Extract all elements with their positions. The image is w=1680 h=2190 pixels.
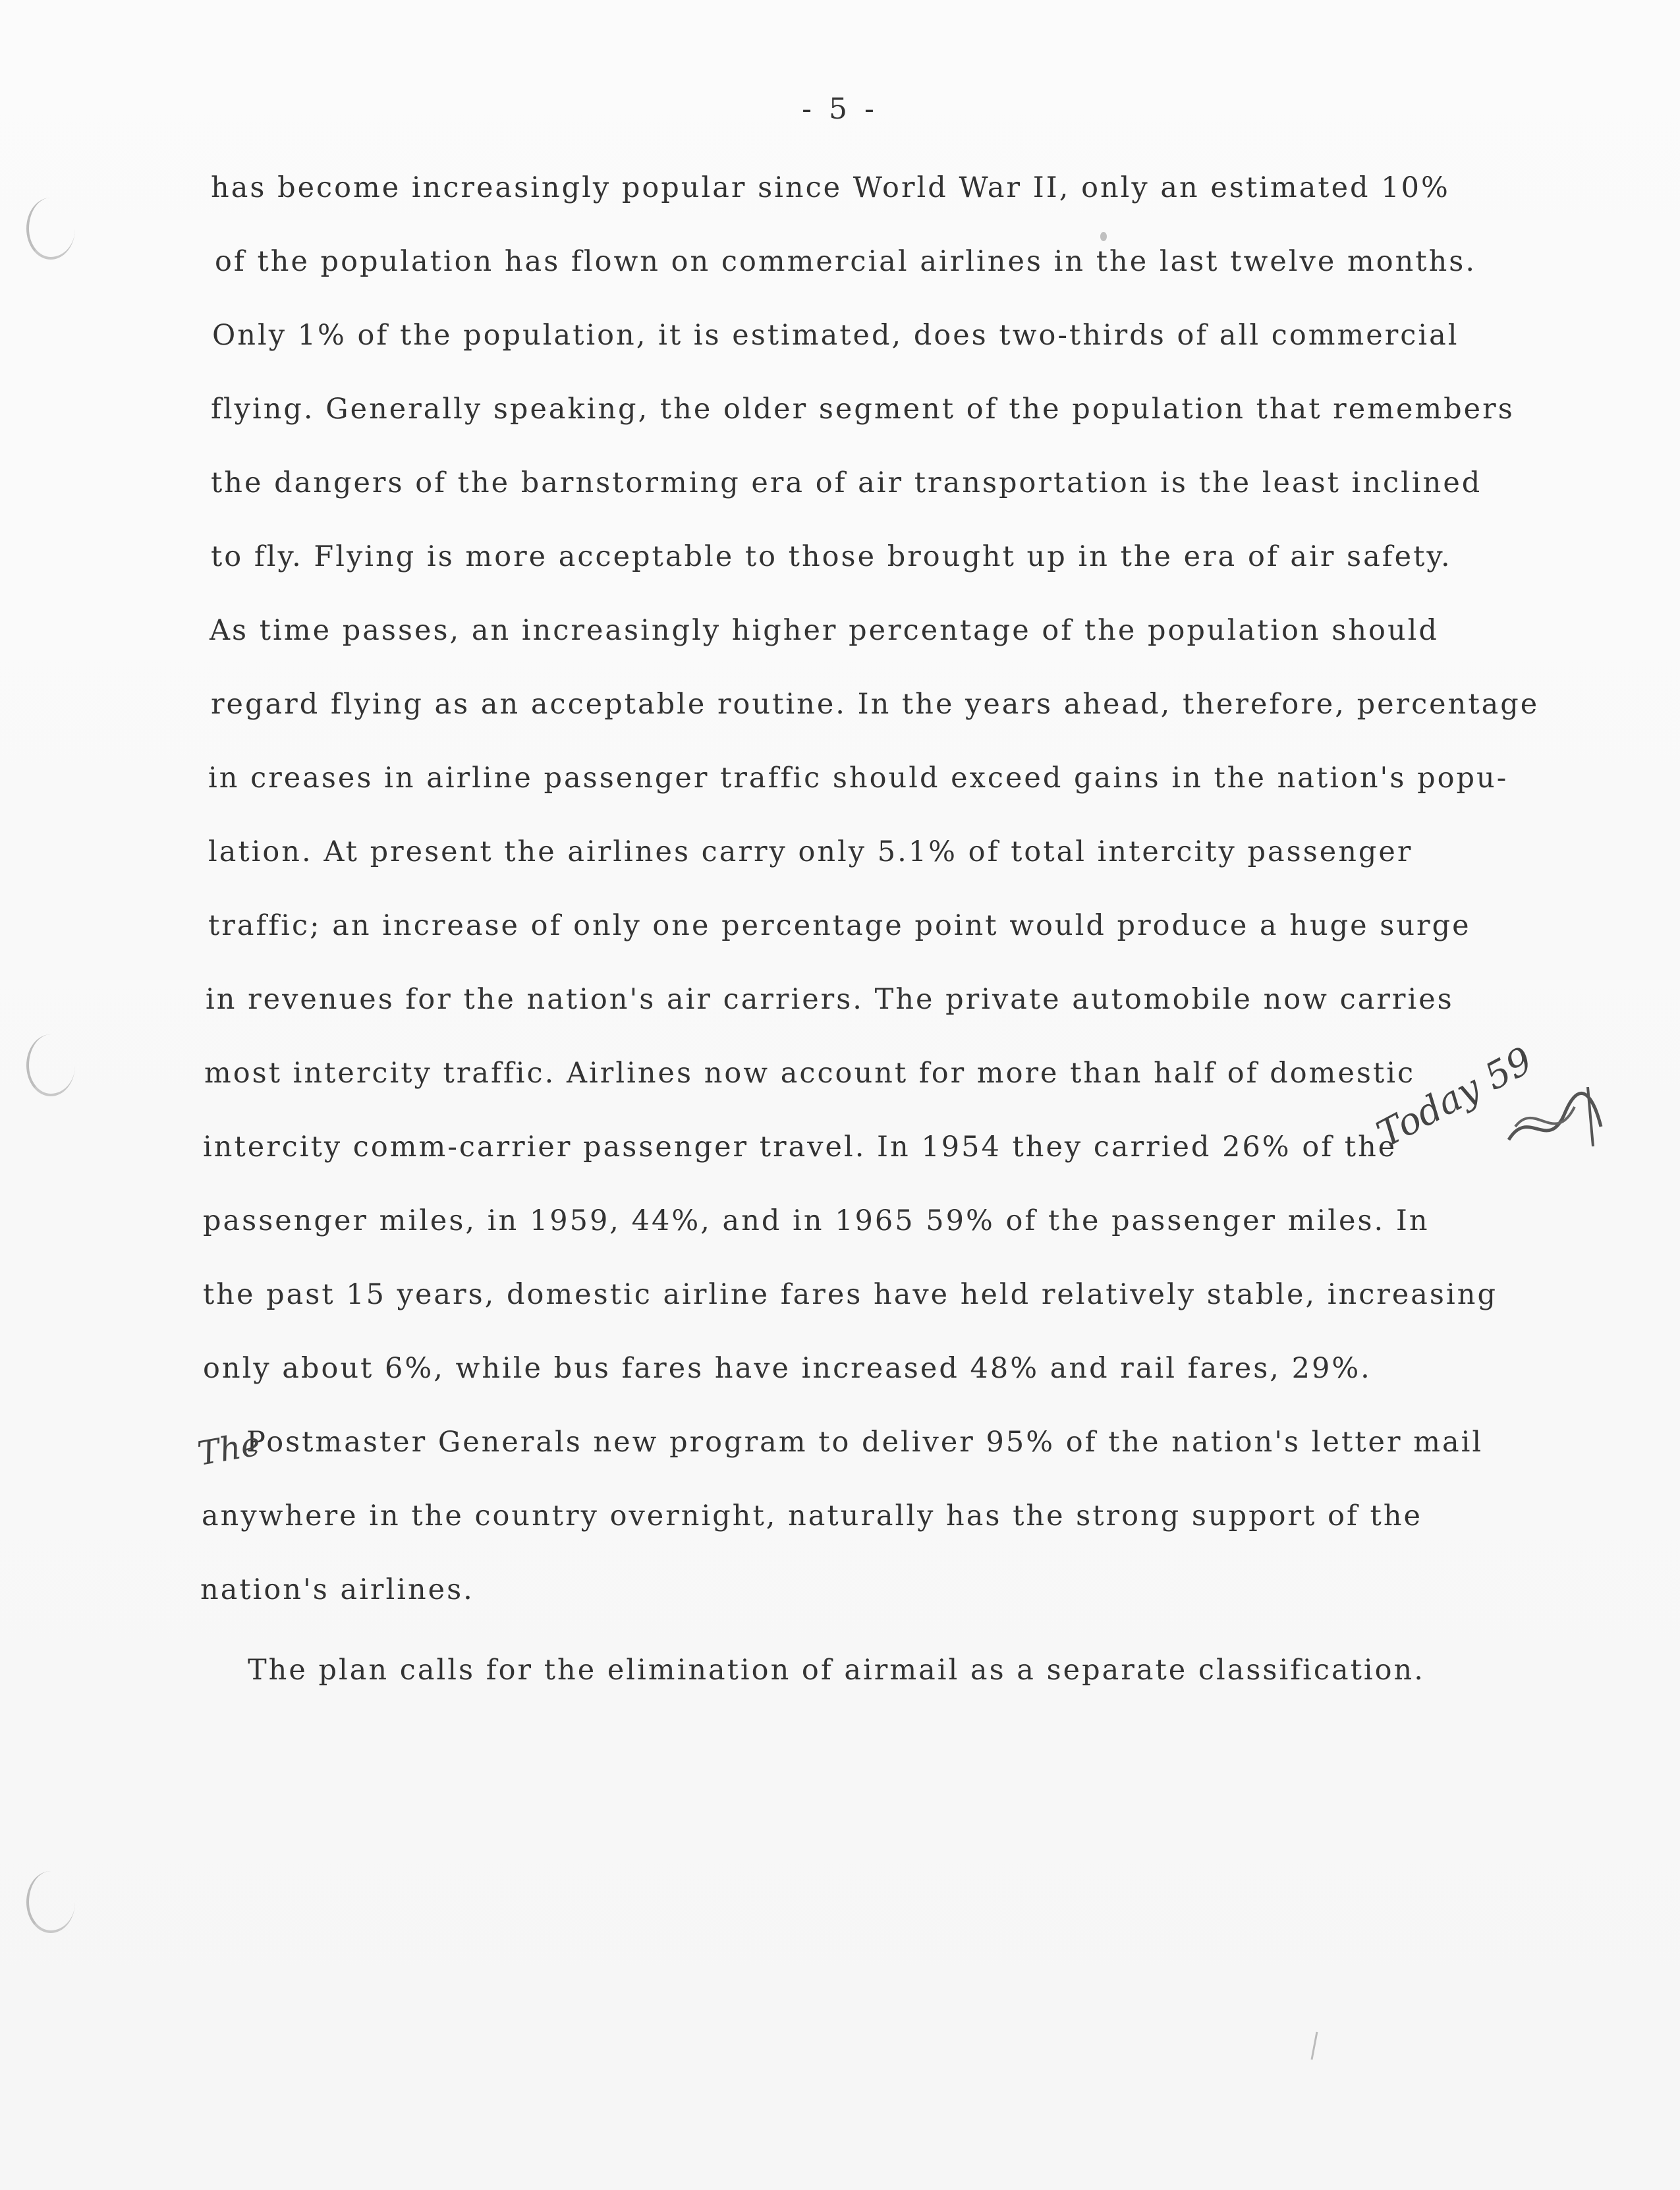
body-line-5: the dangers of the barnstorming era of air transportation is the least inclined <box>211 466 1482 499</box>
body-line-4: flying. Generally speaking, the older segment of the population that remembers <box>211 393 1515 426</box>
body-line-9: in creases in airline passenger traffic should exceed gains in the nation's popu- <box>208 762 1509 795</box>
punch-hole-top <box>26 198 75 260</box>
body-line-12: in revenues for the nation's air carriers. The private automobile now carries <box>206 983 1454 1016</box>
body-line-20: nation's airlines. <box>200 1573 474 1606</box>
punch-hole-middle <box>26 1034 75 1096</box>
body-line-15: passenger miles, in 1959, 44%, and in 1965 59% of the passenger miles. In <box>203 1204 1430 1237</box>
insert-mark-text: The <box>194 1424 264 1473</box>
body-line-11: traffic; an increase of only one percentage point would produce a huge surge <box>208 909 1471 942</box>
punch-hole-bottom <box>26 1871 75 1933</box>
body-line-3: Only 1% of the population, it is estimated, does two-thirds of all commercial <box>212 319 1459 352</box>
body-line-19: anywhere in the country overnight, naturally has the strong support of the <box>202 1500 1422 1532</box>
body-line-13: most intercity traffic. Airlines now account for more than half of domestic <box>204 1057 1416 1090</box>
body-line-6: to fly. Flying is more acceptable to those brought up in the era of air safety. <box>211 540 1452 573</box>
handwritten-insert-mark <box>195 1424 264 1473</box>
stray-pencil-mark <box>1308 2029 1321 2062</box>
body-line-16: the past 15 years, domestic airline fares have held relatively stable, increasing <box>203 1278 1498 1311</box>
body-line-18: Postmaster Generals new program to deliver 95% of the nation's letter mail <box>246 1426 1484 1459</box>
page-number: - 5 - <box>802 92 878 126</box>
body-line-7: As time passes, an increasingly higher percentage of the population should <box>210 614 1439 647</box>
body-line-8: regard flying as an acceptable routine. In the years ahead, therefore, percentage <box>211 688 1540 721</box>
body-line-1: has become increasingly popular since World War II, only an estimated 10% <box>211 171 1450 204</box>
body-line-17: only about 6%, while bus fares have increased 48% and rail fares, 29%. <box>203 1352 1372 1385</box>
body-line-2: of the population has flown on commercial airlines in the last twelve months. <box>215 245 1477 278</box>
body-line-10: lation. At present the airlines carry only 5.1% of total intercity passenger <box>208 835 1413 868</box>
margin-note-text: Today 59 <box>1370 1039 1540 1156</box>
body-line-14: intercity comm-carrier passenger travel. In 1954 they carried 26% of the <box>203 1131 1397 1164</box>
scribble-strikeout <box>1502 1081 1608 1160</box>
ink-dot <box>1100 232 1107 241</box>
closing-paragraph: The plan calls for the elimination of airmail as a separate classification. <box>248 1654 1425 1687</box>
